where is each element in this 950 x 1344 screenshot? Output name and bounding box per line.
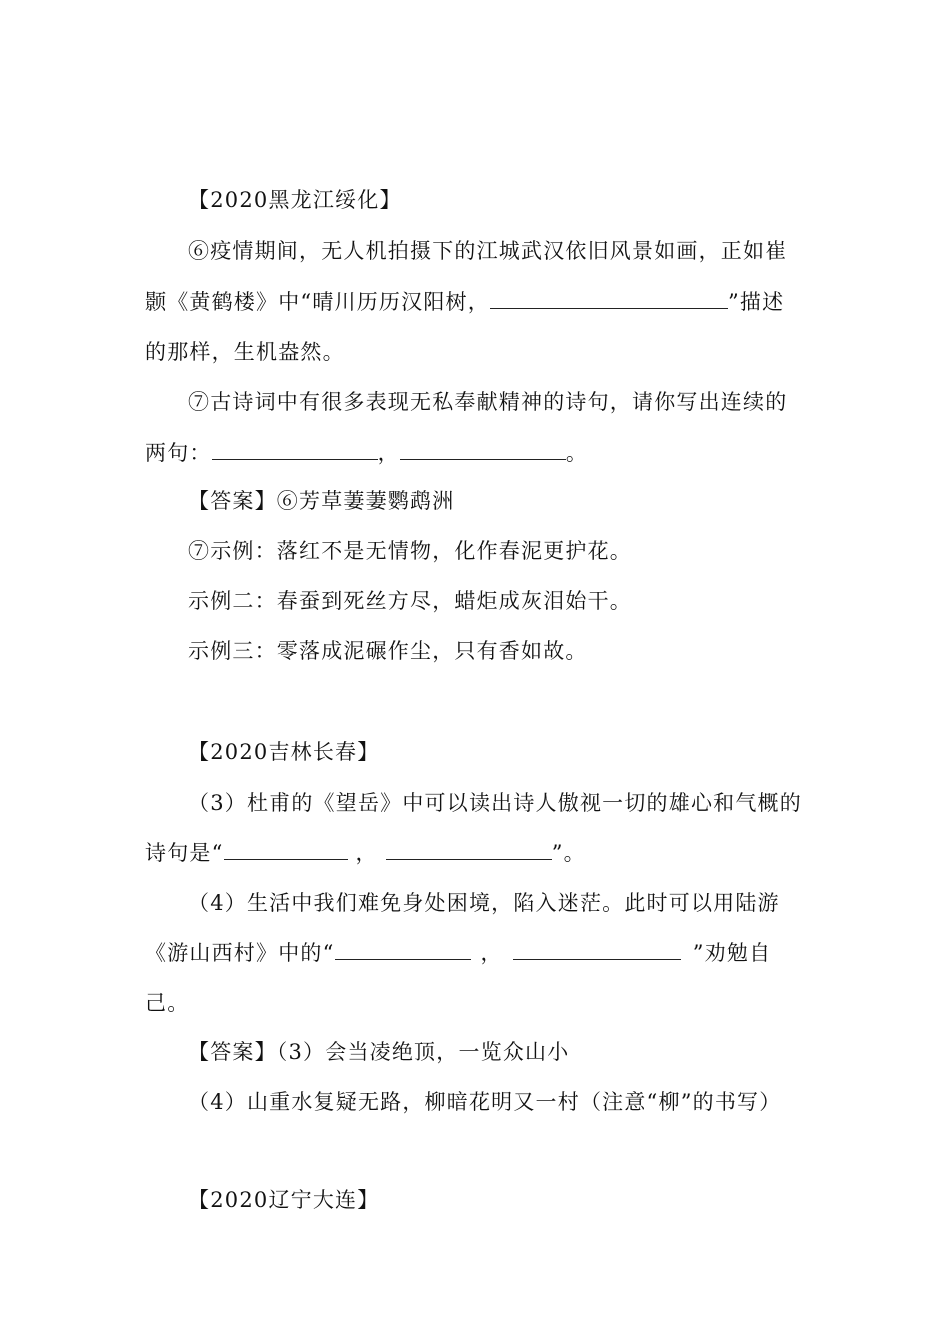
answer-text: 【答案】⑥芳草萋萋鹦鹉洲: [188, 489, 455, 513]
answer-blank: [224, 841, 348, 860]
question-text: ，: [377, 441, 400, 465]
question-text: 《游山西村》中的“: [145, 941, 335, 965]
question-text: 己。: [145, 991, 190, 1015]
answer-blank: [212, 441, 378, 460]
question-text: 颢《黄鹤楼》中“晴川历历汉阳树，: [145, 290, 490, 314]
answer-text: ⑦示例：落红不是无情物，化作春泥更护花。: [188, 539, 632, 563]
answer-blank: [386, 841, 552, 860]
answer-blank: [335, 941, 471, 960]
answer-blank: [513, 941, 681, 960]
answer-text: 示例三：零落成泥碾作尘，只有香如故。: [188, 639, 588, 663]
question-text: ⑥疫情期间，无人机拍摄下的江城武汉依旧风景如画，正如崔: [188, 239, 788, 263]
question-text: 诗句是“: [145, 841, 224, 865]
question-text: ”。: [551, 841, 586, 865]
answer-blank: [400, 441, 566, 460]
question-text-line: [145, 938, 771, 968]
section-header: 【2020黑龙江绥化】: [188, 188, 402, 212]
answer-text: 【答案】（3）会当凌绝顶，一览众山小: [188, 1040, 570, 1064]
question-text: ，: [480, 941, 503, 965]
question-text: 。: [565, 441, 589, 465]
question-text: （3）杜甫的《望岳》中可以读出诗人傲视一切的雄心和气概的: [188, 791, 802, 815]
section-header: 【2020吉林长春】: [188, 740, 380, 764]
question-text: ”劝勉自: [692, 941, 772, 965]
question-text: 两句：: [145, 441, 212, 465]
question-text: 的那样，生机盎然。: [145, 340, 345, 364]
question-text-line: [145, 838, 586, 868]
answer-text: （4）山重水复疑无路，柳暗花明又一村（注意“柳”的书写）: [188, 1090, 782, 1114]
question-text: ，: [355, 841, 378, 865]
question-text-line: [145, 438, 588, 468]
section-header: 【2020辽宁大连】: [188, 1188, 380, 1212]
answer-text: 示例二：春蚕到死丝方尽，蜡炬成灰泪始干。: [188, 589, 632, 613]
question-text-line: [145, 287, 784, 317]
question-text: ⑦古诗词中有很多表现无私奉献精神的诗句，请你写出连续的: [188, 390, 788, 414]
question-text: （4）生活中我们难免身处困境，陷入迷茫。此时可以用陆游: [188, 891, 780, 915]
question-text: ”描述: [727, 290, 785, 314]
answer-blank: [490, 290, 728, 309]
